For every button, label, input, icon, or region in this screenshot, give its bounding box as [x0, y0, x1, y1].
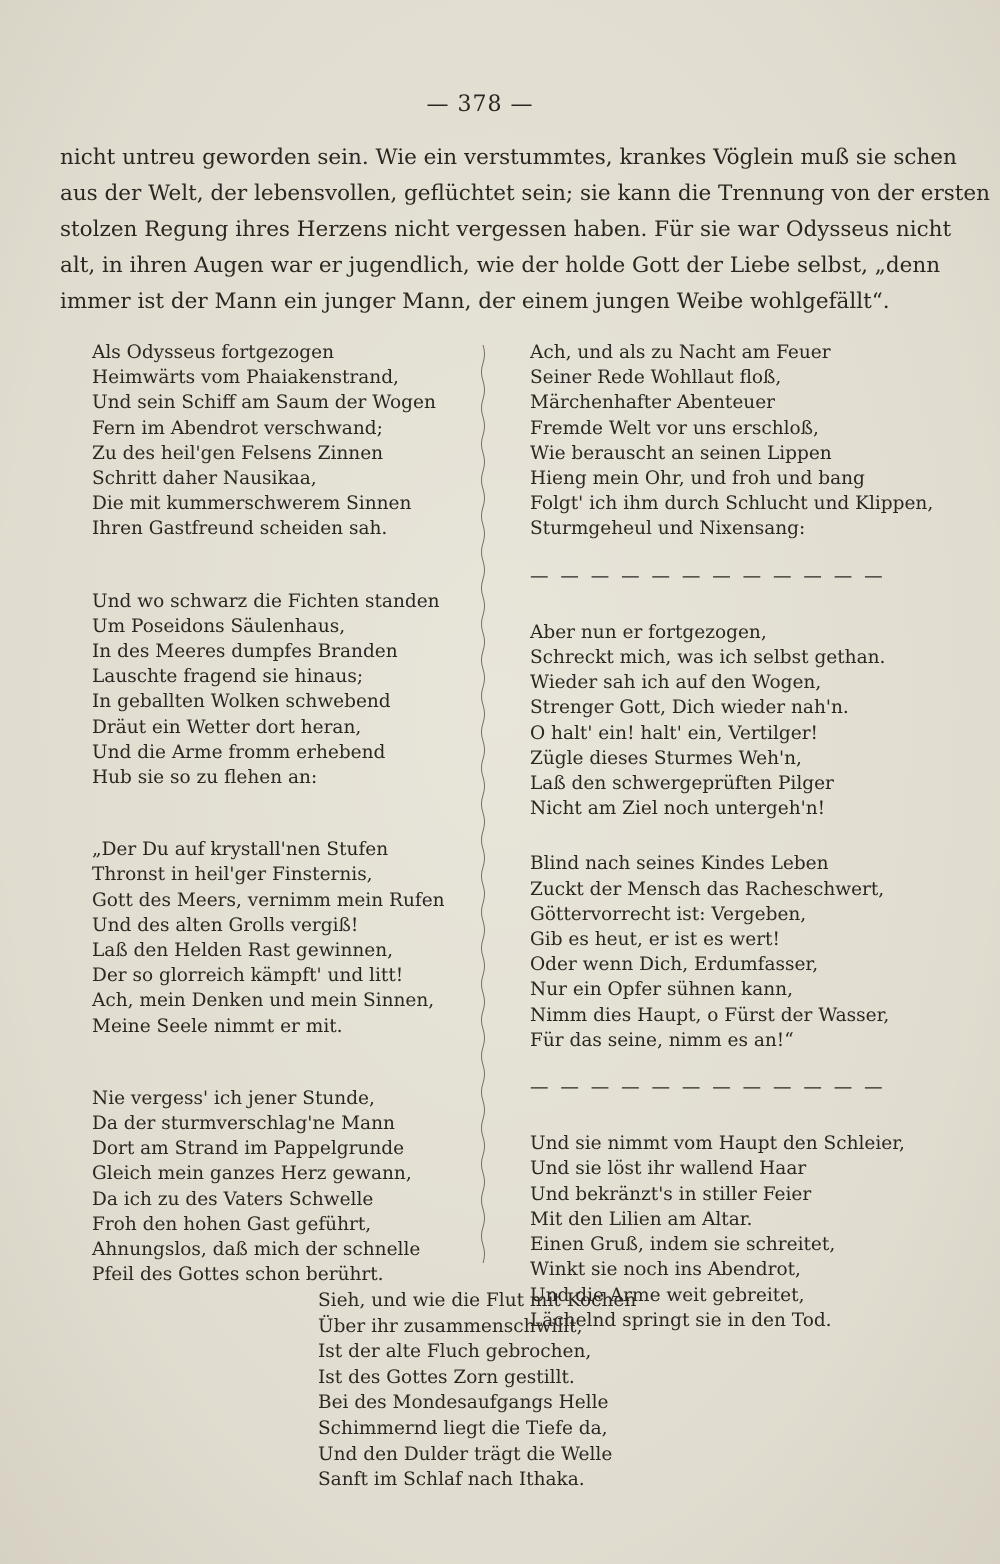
verse-line: Über ihr zusammenschwillt, [318, 1315, 583, 1337]
verse-line: Gib es heut, er ist es wert! [530, 929, 780, 951]
verse-line: Ahnungslos, daß mich der schnelle [92, 1239, 421, 1261]
prose-paragraph [60, 140, 990, 320]
verse-line: Die mit kummerschwerem Sinnen [92, 493, 412, 515]
verse-line: Zügle dieses Sturmes Weh'n, [530, 747, 802, 769]
prose-line: alt, in ihren Augen war er jugendlich, wie der holde Gott der Liebe selbst, „denn [60, 253, 941, 278]
dash-separator: — — — — — — — — — — — — [530, 565, 886, 587]
verse-line: Und bekränzt's in stiller Feier [530, 1183, 812, 1205]
verse-line: Wie berauscht an seinen Lippen [530, 442, 832, 464]
verse-line: Oder wenn Dich, Erdumfasser, [530, 954, 819, 976]
verse-line: Und den Dulder trägt die Welle [318, 1443, 613, 1465]
verse-line: Nimm dies Haupt, o Fürst der Wasser, [530, 1004, 890, 1026]
poem-stanza [530, 340, 934, 542]
verse-line: Fern im Abendrot verschwand; [92, 417, 383, 439]
closing-stanza [318, 1288, 738, 1493]
prose-line: stolzen Regung ihres Herzens nicht vergessen haben. Für sie war Odysseus nicht [60, 217, 952, 242]
poem-stanza [92, 837, 472, 1039]
verse-line: Ach, und als zu Nacht am Feuer [530, 342, 831, 363]
poem-left-column [92, 340, 472, 1288]
poem-stanza [530, 620, 910, 822]
prose-line: immer ist der Mann ein junger Mann, der einem jungen Weibe wohlgefällt“. [60, 289, 890, 314]
verse-line: Sieh, und wie die Flut mit Kochen [318, 1290, 637, 1311]
verse-line: Laß den Helden Rast gewinnen, [92, 940, 394, 962]
verse-line: Nicht am Ziel noch untergeh'n! [530, 798, 826, 820]
verse-line: Fremde Welt vor uns erschloß, [530, 417, 819, 439]
verse-line: Ist des Gottes Zorn gestillt. [318, 1366, 575, 1388]
verse-line: Lächelnd springt sie in den Tod. [530, 1309, 832, 1331]
verse-line: Und sein Schiff am Saum der Wogen [92, 392, 436, 414]
poem-stanza [92, 340, 472, 542]
verse-line: Aber nun er fortgezogen, [530, 621, 767, 643]
verse-line: Ist der alte Fluch gebrochen, [318, 1341, 592, 1363]
verse-line: Und des alten Grolls vergiß! [92, 914, 359, 936]
verse-line: Dort am Strand im Pappelgrunde [92, 1138, 405, 1160]
verse-line: Meine Seele nimmt er mit. [92, 1015, 343, 1037]
verse-line: Zu des heil'gen Felsens Zinnen [92, 442, 384, 464]
verse-line: Bei des Mondesaufgangs Helle [318, 1392, 609, 1414]
dash-separator: — — — — — — — — — — — — [530, 1077, 886, 1099]
prose-line: aus der Welt, der lebensvollen, geflüchtet sein; sie kann die Trennung von der ersten [60, 181, 990, 206]
verse-line: Schritt daher Nausikaa, [92, 468, 317, 490]
verse-line: Göttervorrecht ist: Vergeben, [530, 903, 807, 925]
verse-line: Um Poseidons Säulenhaus, [92, 615, 346, 637]
verse-line: Ihren Gastfreund scheiden sah. [92, 518, 388, 540]
verse-line: Gott des Meers, vernimm mein Rufen [92, 889, 445, 911]
verse-line: Als Odysseus fortgezogen [92, 342, 334, 363]
verse-line: Hub sie so zu flehen an: [92, 767, 318, 789]
verse-line: Pfeil des Gottes schon berührt. [92, 1264, 384, 1286]
poem-stanza [92, 589, 472, 791]
verse-line: Seiner Rede Wohllaut floß, [530, 367, 782, 389]
verse-line: In geballten Wolken schwebend [92, 691, 391, 713]
verse-line: Und sie nimmt vom Haupt den Schleier, [530, 1133, 905, 1155]
poem-stanza [92, 1086, 472, 1288]
page-number: — 378 — [426, 92, 534, 117]
verse-line: Schreckt mich, was ich selbst gethan. [530, 647, 886, 669]
verse-line: Einen Gruß, indem sie schreitet, [530, 1234, 836, 1256]
verse-line: Da ich zu des Vaters Schwelle [92, 1188, 374, 1210]
verse-line: Da der sturmverschlag'ne Mann [92, 1113, 395, 1135]
verse-line: Gleich mein ganzes Herz gewann, [92, 1163, 412, 1185]
verse-line: Froh den hohen Gast geführt, [92, 1213, 372, 1235]
verse-line: Und die Arme fromm erhebend [92, 741, 386, 763]
verse-line: Lauschte fragend sie hinaus; [92, 666, 364, 688]
verse-line: Zuckt der Mensch das Racheschwert, [530, 878, 885, 900]
verse-line: Nie vergess' ich jener Stunde, [92, 1087, 375, 1109]
verse-line: Laß den schwergeprüften Pilger [530, 773, 834, 795]
verse-line: Märchenhafter Abenteuer [530, 392, 776, 414]
verse-line: Wieder sah ich auf den Wogen, [530, 672, 822, 694]
verse-line: Nur ein Opfer sühnen kann, [530, 979, 793, 1001]
verse-line: Hieng mein Ohr, und froh und bang [530, 468, 865, 490]
verse-line: Mit den Lilien am Altar. [530, 1208, 753, 1230]
verse-line: Sanft im Schlaf nach Ithaka. [318, 1469, 585, 1491]
prose-line: nicht untreu geworden sein. Wie ein verstummtes, krankes Vöglein muß sie schen [60, 145, 957, 170]
verse-line: Thronst in heil'ger Finsternis, [92, 864, 373, 886]
verse-line: Und die Arme weit gebreitet, [530, 1284, 805, 1306]
verse-line: Blind nach seines Kindes Leben [530, 853, 829, 875]
verse-line: Schimmernd liegt die Tiefe da, [318, 1417, 608, 1439]
verse-line: Sturmgeheul und Nixensang: [530, 518, 806, 540]
verse-line: Ach, mein Denken und mein Sinnen, [92, 990, 435, 1012]
verse-line: Und sie löst ihr wallend Haar [530, 1158, 807, 1180]
verse-line: Und wo schwarz die Fichten standen [92, 590, 440, 612]
verse-line: Winkt sie noch ins Abendrot, [530, 1259, 801, 1281]
verse-line: „Der Du auf krystall'nen Stufen [92, 839, 389, 861]
verse-line: Der so glorreich kämpft' und litt! [92, 965, 404, 987]
verse-line: In des Meeres dumpfes Branden [92, 641, 398, 663]
verse-line: Dräut ein Wetter dort heran, [92, 716, 362, 738]
verse-line: O halt' ein! halt' ein, Vertilger! [530, 722, 818, 744]
poem-right-column [530, 340, 934, 1333]
poem-stanza [530, 851, 910, 1053]
column-divider [478, 345, 488, 1263]
verse-line: Für das seine, nimm es an!“ [530, 1029, 794, 1051]
verse-line: Strenger Gott, Dich wieder nah'n. [530, 697, 849, 719]
verse-line: Heimwärts vom Phaiakenstrand, [92, 367, 399, 389]
verse-line: Folgt' ich ihm durch Schlucht und Klippen, [530, 493, 934, 515]
